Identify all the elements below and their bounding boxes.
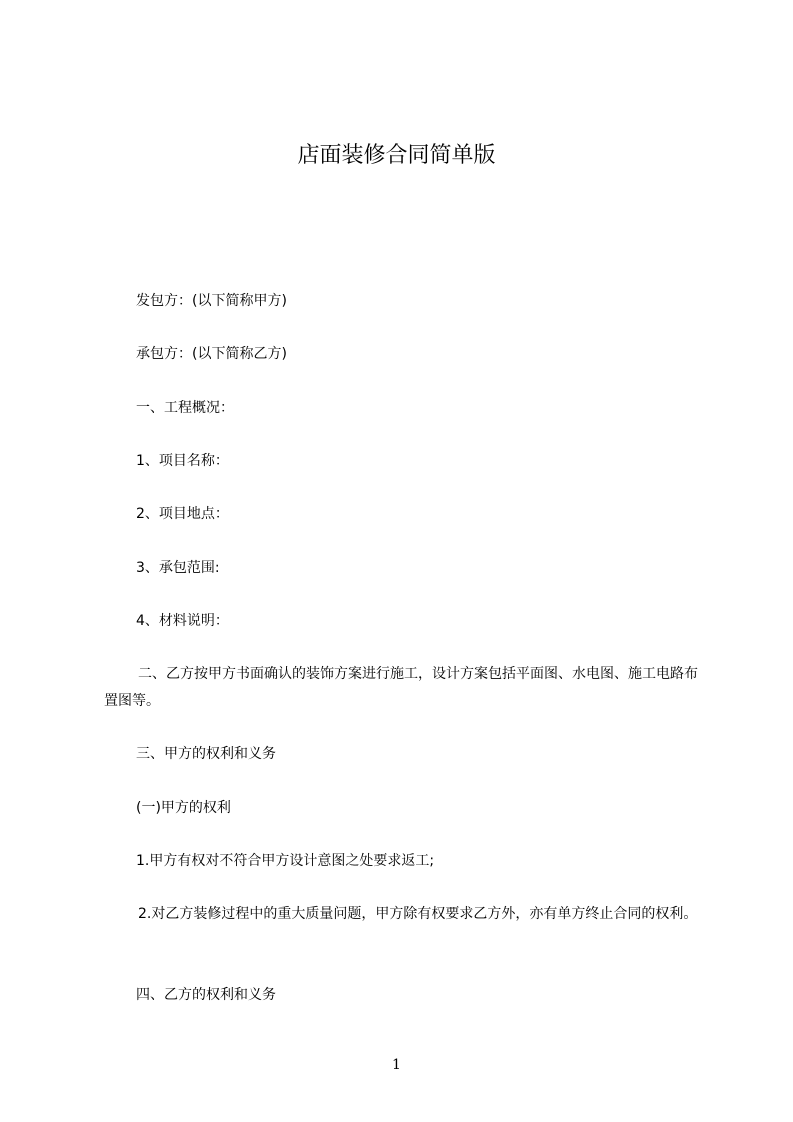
project-name-line: 1、项目名称：: [136, 453, 229, 469]
contract-scope-line: 3、承包范围:: [136, 560, 220, 576]
party-a-right-item-2: 2.对乙方装修过程中的重大质量问题，甲方除有权要求乙方外，亦有单方终止合同的权利。: [138, 906, 698, 922]
page-number: 1: [392, 1057, 401, 1073]
party-b-line: 承包方：(以下简称乙方): [136, 346, 287, 362]
document-title: 店面装修合同简单版: [297, 143, 496, 168]
party-a-right-item-1: 1.甲方有权对不符合甲方设计意图之处要求返工;: [136, 853, 435, 869]
party-a-line: 发包方：(以下简称甲方): [136, 293, 287, 309]
section-heading-project-overview: 一、工程概况：: [136, 400, 234, 416]
section-heading-party-a-rights: 三、甲方的权利和义务: [136, 746, 276, 762]
project-location-line: 2、项目地点：: [136, 506, 229, 522]
material-description-line: 4、材料说明：: [136, 613, 229, 629]
section-heading-party-b-rights: 四、乙方的权利和义务: [136, 987, 276, 1003]
section-two-paragraph: 二、乙方按甲方书面确认的装饰方案进行施工，设计方案包括平面图、水电图、施工电路布置图等。: [104, 666, 698, 709]
subsection-heading-party-a-rights: (一)甲方的权利: [136, 800, 231, 816]
